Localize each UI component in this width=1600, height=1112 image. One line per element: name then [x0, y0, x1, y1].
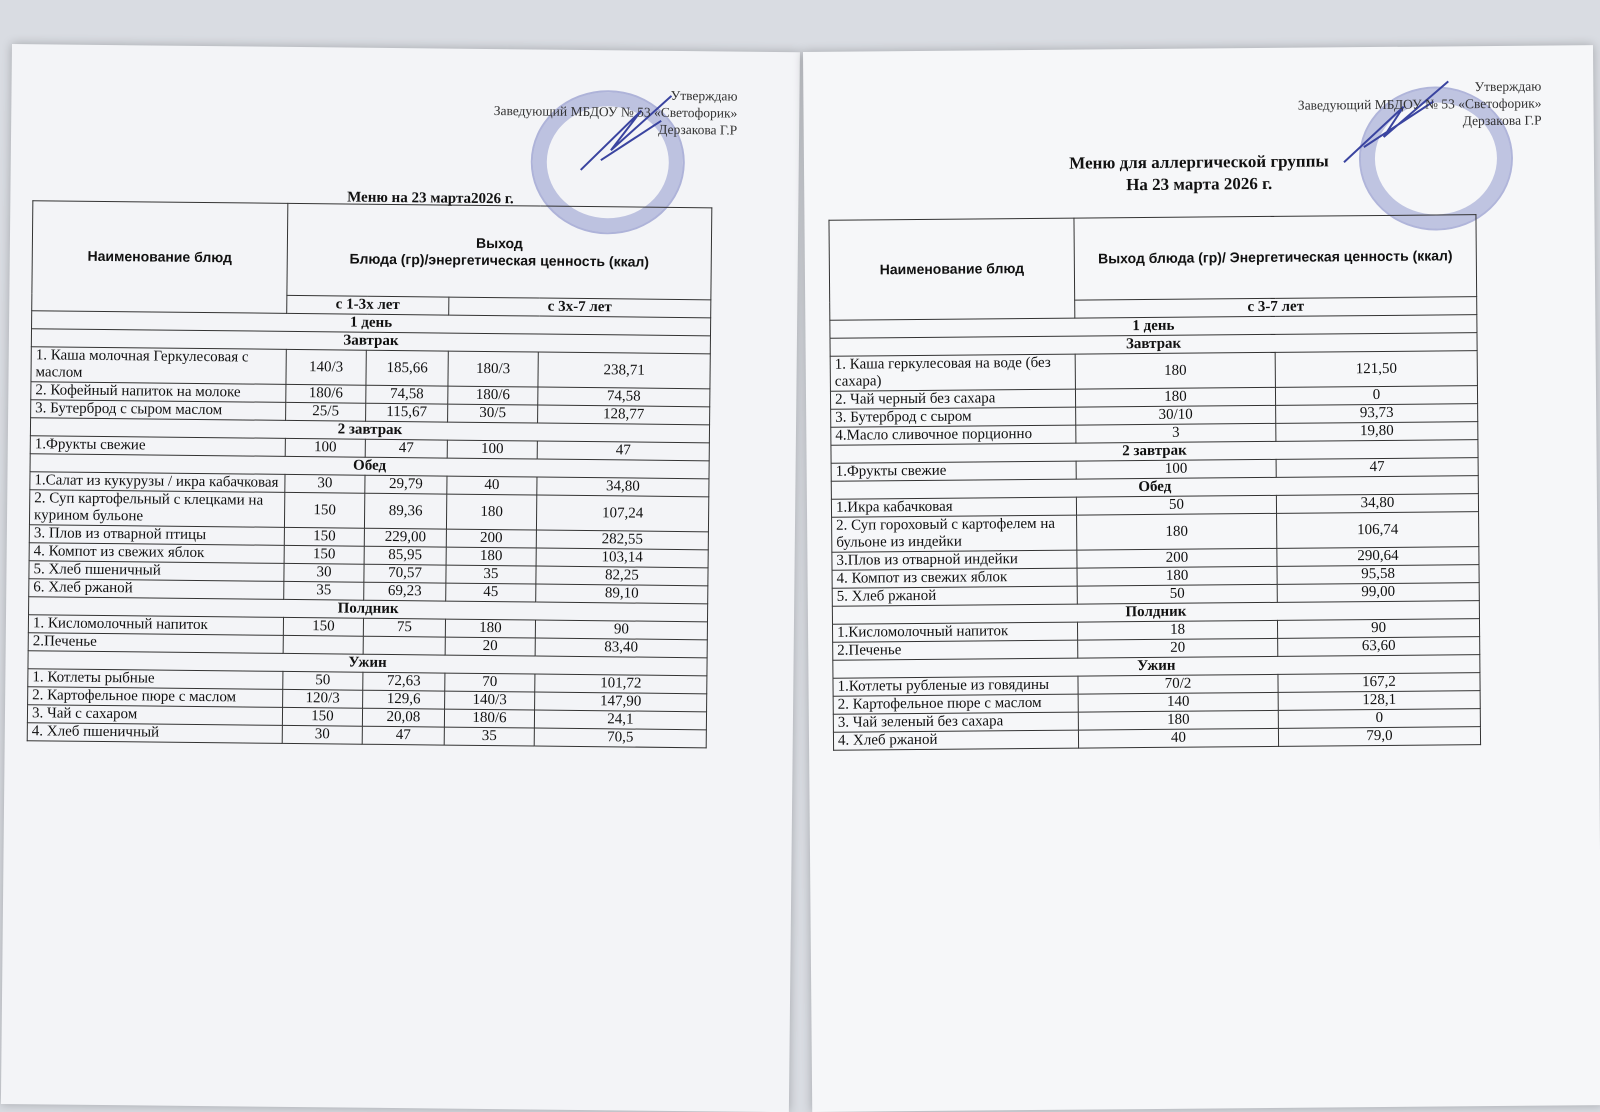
dish-name: 2. Суп гороховый с картофелем на бульоне из индейки — [832, 515, 1077, 552]
dish-value: 18 — [1077, 620, 1277, 640]
dish-value: 180/3 — [448, 351, 538, 387]
section-header: Обед — [30, 454, 709, 479]
dish-value: 140 — [1078, 692, 1278, 712]
dish-value: 30/5 — [448, 404, 538, 423]
dish-value: 70,5 — [534, 728, 706, 748]
dish-name: 4. Компот из свежих яблок — [832, 568, 1077, 588]
dish-value: 147,90 — [535, 692, 707, 712]
dish-value: 95,58 — [1277, 565, 1479, 585]
dish-value: 180/6 — [286, 384, 366, 403]
dish-name: 1.Фрукты свежие — [831, 461, 1076, 481]
dish-value: 150 — [283, 617, 363, 636]
section-header: Полдник — [832, 601, 1479, 625]
dish-value: 70/2 — [1078, 674, 1278, 694]
dish-name: 5. Хлеб ржаной — [832, 586, 1077, 606]
dish-name: 3. Бутерброд с сыром — [831, 407, 1076, 427]
dish-value: 0 — [1278, 709, 1480, 729]
dish-name: 3. Чай с сахаром — [27, 705, 282, 726]
dish-name: 1. Каша геркулесовая на воде (без сахара) — [830, 354, 1075, 391]
dish-value: 140/3 — [445, 691, 535, 710]
dish-value: 30 — [285, 474, 365, 493]
dish-value: 63,60 — [1278, 637, 1480, 657]
allergy-menu-table — [828, 214, 1481, 751]
dish-value: 99,00 — [1277, 583, 1479, 603]
dish-value: 167,2 — [1278, 673, 1480, 693]
dish-value: 180 — [446, 494, 536, 530]
dish-value: 150 — [282, 707, 362, 726]
approval-line: Заведующий МБДОУ № 53 «Светофорик» — [1297, 95, 1542, 113]
dish-value: 74,58 — [366, 385, 448, 404]
dish-value: 229,00 — [364, 528, 446, 547]
dish-value: 180 — [1075, 387, 1275, 407]
dish-value: 35 — [446, 565, 536, 584]
dish-value: 47 — [537, 441, 709, 461]
dish-value: 106,74 — [1277, 512, 1479, 549]
page-title: Меню на 23 марта2026 г. — [347, 189, 514, 208]
dish-value: 82,25 — [536, 566, 708, 586]
dish-value: 24,1 — [534, 710, 706, 730]
dish-value: 50 — [1077, 584, 1277, 604]
approval-line: Утверждаю — [670, 87, 738, 104]
dish-value: 128,1 — [1278, 691, 1480, 711]
dish-name: 2.Печенье — [833, 640, 1078, 660]
dish-value: 34,80 — [537, 477, 709, 497]
dish-value: 150 — [284, 492, 364, 528]
dish-value: 150 — [284, 527, 364, 546]
dish-value: 74,58 — [538, 387, 710, 407]
header-age-2: с 3х-7 лет — [449, 297, 711, 318]
dish-name: 3. Чай зеленый без сахара — [833, 712, 1078, 732]
dish-value: 140/3 — [286, 349, 366, 385]
dish-value: 30 — [282, 725, 362, 744]
approval-line: Дерзакова Г.Р — [658, 121, 738, 138]
dish-value: 100 — [285, 438, 365, 457]
dish-value: 90 — [1277, 619, 1479, 639]
dish-value: 20 — [445, 637, 535, 656]
header-age: с 3-7 лет — [1075, 297, 1477, 319]
dish-value: 282,55 — [536, 530, 708, 550]
dish-name: 1. Каша молочная Геркулесовая с маслом — [31, 347, 286, 385]
dish-value: 72,63 — [363, 672, 445, 691]
dish-value: 128,77 — [538, 405, 710, 425]
dish-value: 45 — [446, 583, 536, 602]
dish-value: 93,73 — [1276, 404, 1478, 424]
dish-value: 47 — [365, 439, 447, 458]
dish-value: 3 — [1076, 423, 1276, 443]
dish-name: 5. Хлеб пшеничный — [29, 561, 284, 582]
dish-value: 19,80 — [1276, 422, 1478, 442]
approval-block — [493, 85, 737, 139]
section-header: 2 завтрак — [30, 418, 709, 443]
dish-value: 120/3 — [283, 689, 363, 708]
dish-value: 100 — [1076, 459, 1276, 479]
header-name: Наименование блюд — [829, 218, 1075, 320]
dish-value: 50 — [283, 671, 363, 690]
dish-value: 100 — [447, 440, 537, 459]
dish-name: 2. Суп картофельный с клецками на курином бульоне — [29, 490, 284, 528]
dish-name: 1. Котлеты рыбные — [28, 669, 283, 690]
approval-line: Утверждаю — [1474, 78, 1542, 95]
dish-name: 1.Икра кабачковая — [831, 497, 1076, 517]
dish-value: 20,08 — [362, 708, 444, 727]
page-title: Меню для аллергической группы На 23 марта 2026 г. — [1069, 151, 1329, 195]
dish-value: 101,72 — [535, 674, 707, 694]
dish-name: 3. Бутерброд с сыром маслом — [31, 400, 286, 421]
dish-value: 47 — [362, 726, 444, 745]
dish-value: 29,79 — [365, 475, 447, 494]
dish-value: 200 — [446, 529, 536, 548]
dish-value: 30 — [284, 563, 364, 582]
dish-value: 200 — [1077, 548, 1277, 568]
dish-value: 238,71 — [538, 352, 710, 389]
dish-value: 180 — [1077, 513, 1277, 550]
dish-value: 30/10 — [1076, 405, 1276, 425]
section-header: Завтрак — [830, 333, 1477, 357]
dish-value: 83,40 — [535, 638, 707, 658]
dish-name: 1.Фрукты свежие — [30, 436, 285, 457]
dish-value: 290,64 — [1277, 547, 1479, 567]
dish-value: 180 — [1075, 352, 1275, 389]
dish-value: 70,57 — [364, 564, 446, 583]
dish-value: 25/5 — [286, 402, 366, 421]
dish-value: 107,24 — [536, 495, 708, 532]
dish-name: 4. Хлеб ржаной — [833, 730, 1078, 750]
dish-name: 2.Печенье — [28, 633, 283, 654]
approval-block — [1298, 78, 1542, 131]
dish-value: 180 — [445, 619, 535, 638]
dish-value: 70 — [445, 673, 535, 692]
dish-value: 180 — [1077, 566, 1277, 586]
dish-name: 2. Кофейный напиток на молоке — [31, 382, 286, 403]
dish-name: 1. Кисломолочный напиток — [28, 615, 283, 636]
right-menu-sheet — [803, 45, 1600, 1112]
day-label: 1 день — [830, 315, 1477, 339]
approval-line: Дерзакова Г.Р — [1462, 112, 1542, 129]
dish-value: 75 — [363, 618, 445, 637]
dish-value: 180 — [1078, 710, 1278, 730]
menu-table — [27, 200, 713, 748]
dish-name: 4. Хлеб пшеничный — [27, 723, 282, 744]
section-header: 2 завтрак — [831, 440, 1478, 464]
dish-value: 34,80 — [1276, 494, 1478, 514]
section-header: Ужин — [28, 651, 707, 676]
section-header: Завтрак — [31, 329, 710, 354]
section-header: Обед — [831, 476, 1478, 500]
dish-name: 1.Котлеты рубленые из говядины — [833, 676, 1078, 696]
dish-name: 3.Плов из отварной индейки — [832, 550, 1077, 570]
dish-name: 2. Картофельное пюре с маслом — [28, 687, 283, 708]
header-yield: Выход блюда (гр)/ Энергетическая ценность (ккал) — [1074, 215, 1477, 301]
header-name: Наименование блюд — [32, 201, 288, 314]
section-header: Полдник — [29, 597, 708, 622]
dish-value: 85,95 — [364, 546, 446, 565]
dish-name: 6. Хлеб ржаной — [29, 579, 284, 600]
dish-name: 4.Масло сливочное порционно — [831, 425, 1076, 445]
dish-name: 1.Салат из кукурузы / икра кабачковая — [30, 472, 285, 493]
header-yield: Выход Блюда (гр)/энергетическая ценность (ккал) — [287, 203, 712, 299]
dish-value: 150 — [284, 545, 364, 564]
dish-value: 180/6 — [444, 709, 534, 728]
dish-value: 103,14 — [536, 548, 708, 568]
dish-value: 40 — [447, 476, 537, 495]
dish-value: 180 — [446, 547, 536, 566]
dish-value: 0 — [1275, 386, 1477, 406]
dish-value — [363, 636, 445, 655]
dish-value: 185,66 — [366, 350, 448, 386]
dish-value: 89,10 — [536, 584, 708, 604]
dish-value: 115,67 — [366, 403, 448, 422]
table-row — [830, 351, 1477, 392]
dish-value — [283, 635, 363, 654]
dish-value: 79,0 — [1278, 727, 1480, 747]
dish-name: 4. Компот из свежих яблок — [29, 543, 284, 564]
dish-value: 47 — [1276, 458, 1478, 478]
dish-name: 3. Плов из отварной птицы — [29, 525, 284, 546]
dish-value: 121,50 — [1275, 351, 1477, 388]
section-header: Ужин — [833, 655, 1480, 679]
dish-value: 90 — [535, 620, 707, 640]
dish-value: 180/6 — [448, 386, 538, 405]
approval-line: Заведующий МБДОУ № 53 «Светофорик» — [493, 103, 738, 121]
dish-name: 1.Кисломолочный напиток — [832, 622, 1077, 642]
dish-name: 2. Чай черный без сахара — [830, 389, 1075, 409]
dish-value: 50 — [1076, 495, 1276, 515]
dish-value: 89,36 — [364, 493, 446, 529]
dish-value: 35 — [284, 581, 364, 600]
dish-value: 20 — [1078, 638, 1278, 658]
day-label: 1 день — [32, 311, 711, 336]
dish-name: 2. Картофельное пюре с маслом — [833, 694, 1078, 714]
dish-value: 69,23 — [364, 582, 446, 601]
dish-value: 40 — [1078, 728, 1278, 748]
header-age-1: с 1-3х лет — [287, 295, 449, 315]
dish-value: 35 — [444, 727, 534, 746]
table-row — [832, 512, 1479, 553]
left-menu-sheet — [1, 44, 800, 1112]
dish-value: 129,6 — [363, 690, 445, 709]
